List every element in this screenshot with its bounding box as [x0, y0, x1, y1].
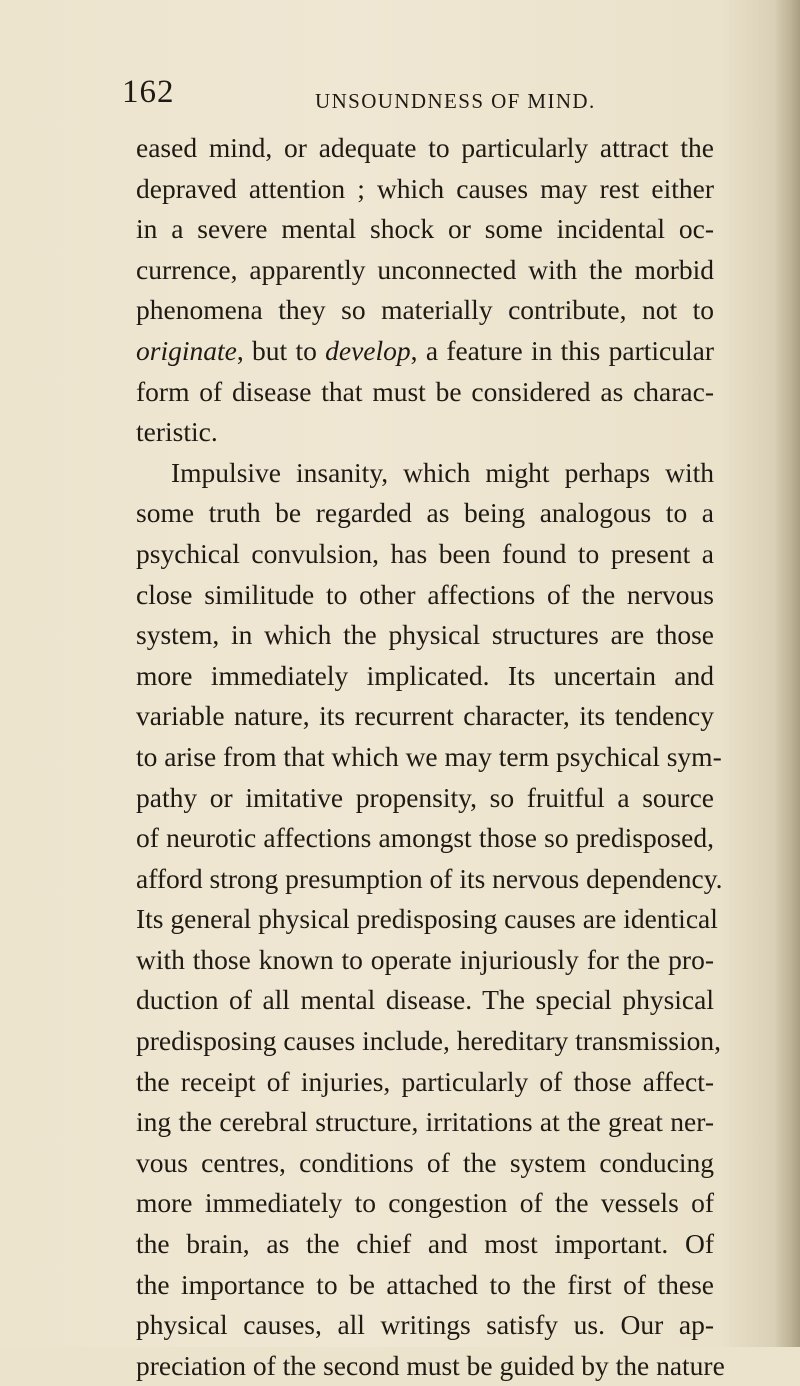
- text-line: of neurotic affections amongst those so predisposed,: [136, 822, 714, 854]
- page-edge-shadow: [774, 0, 800, 1347]
- text-line: to arise from that which we may term psychical sym-: [136, 740, 722, 772]
- text-line: Its general physical predisposing causes are identical: [136, 903, 718, 935]
- text-line: currence, apparently unconnected with the morbid: [136, 253, 714, 285]
- text-line: variable nature, its recurrent character, its tendency: [136, 700, 714, 732]
- text-line: physical causes, all writings satisfy us. Our ap-: [136, 1309, 714, 1341]
- text-line: teristic.: [136, 416, 218, 448]
- text-line: system, in which the physical structures are those: [136, 619, 714, 651]
- text-line: vous centres, conditions of the system conducing: [136, 1146, 714, 1178]
- text-line: more immediately implicated. Its uncertain and: [136, 659, 714, 691]
- text-line: with those known to operate injuriously for the pro-: [136, 943, 714, 975]
- text-line: some truth be regarded as being analogous to a: [136, 497, 714, 529]
- text-fragment: , but to: [236, 334, 326, 366]
- text-line: afford strong presumption of its nervous dependency.: [136, 862, 723, 894]
- text-line: close similitude to other affections of the nervous: [136, 578, 714, 610]
- page-number: 162: [122, 74, 175, 110]
- text-line: preciation of the second must be guided by the nature: [136, 1349, 725, 1381]
- text-line: the receipt of injuries, particularly of those affect-: [136, 1065, 714, 1097]
- text-line: phenomena they so materially contribute, not to: [136, 294, 714, 326]
- paragraph-start-line: Impulsive insanity, which might perhaps with: [171, 456, 714, 488]
- text-line: more immediately to congestion of the vessels of: [136, 1187, 714, 1219]
- text-line: form of disease that must be considered as charac-: [136, 375, 714, 407]
- text-fragment: , a feature in this particular: [410, 334, 715, 366]
- text-line: eased mind, or adequate to particularly attract the: [136, 132, 714, 163]
- text-line-with-italics: [136, 331, 714, 372]
- text-line: depraved attention ; which causes may rest either: [136, 172, 714, 204]
- text-line: duction of all mental disease. The special physical: [136, 984, 714, 1016]
- running-title: UNSOUNDNESS OF MIND.: [315, 89, 596, 113]
- italic-word-develop: develop: [325, 334, 411, 366]
- text-line: ing the cerebral structure, irritations at the great ner-: [136, 1106, 714, 1138]
- text-line: the brain, as the chief and most important. Of: [136, 1228, 714, 1260]
- text-line: predisposing causes include, hereditary transmission,: [136, 1025, 722, 1057]
- body-text: [136, 128, 725, 1386]
- text-line: pathy or imitative propensity, so fruitful a source: [136, 781, 714, 813]
- text-line: in a severe mental shock or some incidental oc-: [136, 213, 714, 245]
- italic-word-originate: originate: [136, 334, 237, 366]
- text-line: psychical convulsion, has been found to present a: [136, 537, 714, 569]
- text-line: the importance to be attached to the first of these: [136, 1268, 714, 1300]
